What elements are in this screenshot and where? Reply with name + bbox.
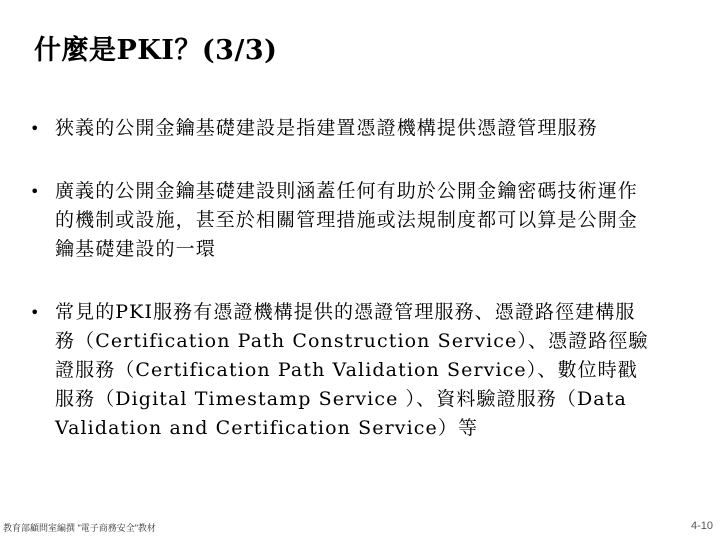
bullet-item [30,177,670,264]
bullet-list [30,114,670,477]
bullet-text: 常見的PKI服務有憑證機構提供的憑證管理服務、憑證路徑建構服務（Certification Path Construction Service）、憑證路徑驗證服務（Certification Path Validation Service）、數位時戳服務（Digital Timestamp Service ）、資料驗證服務（Data Validation and Certification Service）等 [55,301,649,439]
bullet-marker: • [30,303,40,322]
bullet-marker: • [30,182,40,201]
bullet-marker: • [30,119,40,138]
footer-source: 教育部顧問室編撰 "電子商務安全"教材 [3,523,156,533]
page-number: 4-10 [690,520,713,532]
bullet-text: 廣義的公開金鑰基礎建設則涵蓋任何有助於公開金鑰密碼技術運作的機制或設施，甚至於相關管理措施或法規制度都可以算是公開金鑰基礎建設的一環 [55,180,638,260]
bullet-item [30,298,670,443]
bullet-text: 狹義的公開金鑰基礎建設是指建置憑證機構提供憑證管理服務 [55,117,598,139]
bullet-item [30,114,670,143]
slide-title: 什麼是PKI？(3/3) [34,35,278,66]
